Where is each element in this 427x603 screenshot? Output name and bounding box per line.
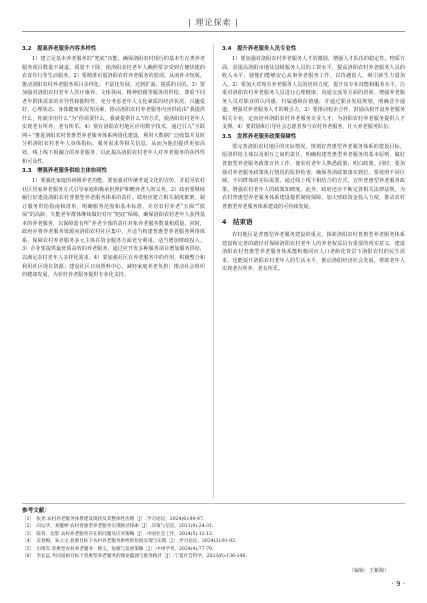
right-column bbox=[222, 44, 405, 274]
header-divider bbox=[22, 31, 405, 32]
subsection-heading: 3.2 提高养老服务内容多样性 bbox=[22, 46, 97, 52]
body-paragraph: 1）建立足基本养老服务的“兜底”功能，确保洛阳农村现行的基本生存类养老服务项目数量不减退、质量不下降，使洛阳农村老年人赖照常享受到方便快捷的农食住行等生活服务。2）要精准识别洛阳农村养老服务的弱项，从而补齐短板，推动洛阳农村养老服务项目多样化、丰富化发展，达到扩面、提质的目的。3）要加强对洛阳农村老年人医疗康养、文体休闲、精神慰藉等服务的供给，尊重不同老年群体需求的差异性和独特性，充分考虑老年人文化素质的经济状况、兴趣爱好、心理状态、身体健康状况等因素，推动洛阳农村养老服务内容供给由“我提供什么，你就享用什么”为“你需要什么，我就提供什么”的方式，使洛阳农村老年人实现老有所养、老有所乐。4）要在洛阳农村地区应用数字技术，通过引入“互联网＋”推进洛阳农村普惠型养老服务体系网络化建设，利用大数据广泛收集并及时分析洛阳农村老年人身体指标、服务需求等相关信息，从而为他们提供更加高效、线上线下相融合的养老服务，以此提高洛阳农村老年人对养老服务的获得性和可及性。 bbox=[22, 56, 205, 165]
subsection-heading: 3.5 发挥养老服务政策保障性 bbox=[222, 133, 297, 140]
body-paragraph: 1）要强化家庭的初级养老功能。要加强对传统孝道文化的宣传，并倡导农村社区居家养老服务方式引导家庭积极承担照护和赡养老人的义务。2）政府要继续履行好建设洛阳农村普惠型养老服务体系的责任。政府应建立相关制度框架，制订服务供给指南和清单，明确服务范围和基本标准，并对农村养老“五保”“低保”的高龄、失能老年群体继续做好对应“兜底”保障，确保洛阳农村老年人获得基本的养老服务，以保障弱有所“养老全体的责任对象养老服务数量和质量。同时，政府应将养老服务资源向洛阳农村社区集中，并适当构建普惠型养老服务网络体系，保障农村养老服务多元主体在资金服务方面充分利用，适当增加财政投入。3）企业要提供最优质高效的养老服务，通过应开发多种服务项目增加服务供给，以满足农村老年人多样化需求。4）要加强社区在养老服务中的作用，积极整合和利用社区现有资源；建设社区日间照料中心，减轻家庭养老负担；推动社会组织的健康发展，为农村养老服务提供专业化支持。 bbox=[22, 178, 205, 279]
reference-item: ［2］ 向运华，刘靓婷.农村普惠型养老服务实现路径探索［J］.决策与信息，2021(9):24-31. bbox=[22, 524, 214, 530]
references-title: 参考文献： bbox=[22, 508, 50, 514]
journal-section-header: | 理论探索 | bbox=[188, 18, 239, 27]
subsection-heading: 3.4 提升养老服务人员专业性 bbox=[222, 46, 297, 52]
reference-item: ［1］ 张尧.农村养老服务体系建设现状及其整体性治理［J］.学习论坛，2024(6):90-97. bbox=[22, 517, 205, 522]
reference-item: ［3］ 陈春，边影.农村养老服务存在的问题及应对策略［J］.中国社会工作，2024(5):11-12. bbox=[22, 531, 214, 537]
subsection-heading: 3.3 增强养老服务供给主体协同性 bbox=[22, 168, 108, 175]
references-list bbox=[22, 516, 405, 560]
editor-credit: （编辑：王紫陶） bbox=[348, 568, 389, 574]
body-paragraph: 要完善洛阳农村地区的实际情况，规划好普惠型养老服务体系的建设目标，厘清供给主体以及相互之间的责任，明确构建普惠型养老服务的基本原则，做好普惠型养老服务政策宣传工作，使农村老年人熟悉政策、明白政策。同时，要加强对养老服务政策执行情况的监督检查，确保各项政策落实到位。要按照不同区域、不同群体的实际需要，通过线上线下相结合的方式，宣传普惠型养老服务政策，增强农村老年人的政策知晓度。此外，政府还应不断完善相关法律法规，为农村普惠型养老服务体系建设提供制度保障，加大财政资金投入力度，推动农村普惠型养老服务体系建设的可持续发展。 bbox=[222, 143, 405, 210]
left-column bbox=[22, 44, 205, 280]
reference-item: ［6］ 李长远.共同富裕目标下普惠型养老服务的理论蕴涵与推进路径［J］.宁夏社会科学，2023(6):136-146. bbox=[22, 554, 247, 560]
section-heading: 4 结束语 bbox=[222, 218, 253, 227]
reference-item: ［5］ 白维军.普惠型农村养老服务：释义，短板与发展策略［J］.中州学刊，2024(4):77-79. bbox=[22, 546, 214, 552]
body-paragraph: 农村地区是普惠型养老服务建设的重点，探索洛阳农村普惠型养老服务体系建设和完善的路径对保障洛阳农村老年人的养老权益具有重要的现实意义。建设洛阳农村普惠型养老服务体系能积极回应人口老龄化背景下洛阳农村的民生需求，也能提升洛阳农村老年人的生活水平，推动洛阳经济社会发展，帮助老年人实现老有所养、老有所乐。 bbox=[222, 232, 405, 273]
body-paragraph: 1）要加强对洛阳农村养老服务人才的激励，增强人才队伍的稳定性。物质方面，需提高洛阳市地及县级服务人员的工资水平，提高洛阳农村养老服务人员的收入水平，使他们能够安心从事养老服务工作。以待遇留人，吸引新生力量加入。2）要加大对现有养老服务人员的培训力度，提升其专业技能和服务水平，注重对洛阳农村养老服务人员进行心理健康、沟通交流等方面的培训，增强养老服务人员对职业的认同感、归属感和价值感，并通过职业发展规划，明确晋升通道，增强对养老服务人才的吸引力。3）要推动校企合作，鼓励高校开设养老服务相关专业，定向培养洛阳农村养老服务专业人才，为洛阳农村养老服务提供人才支撑。4）要鼓励和引导社会志愿者参与农村养老服务，壮大养老服务队伍。 bbox=[222, 56, 405, 131]
page-number: · 9 · bbox=[391, 580, 405, 588]
column-divider bbox=[213, 44, 214, 498]
reference-item: ［4］ 吴春梅，朱立文.普惠目标下农村养老服务供给的价值实现与实践［J］.学习论坛，2024(3):91-93. bbox=[22, 539, 237, 545]
references-section bbox=[22, 503, 405, 560]
